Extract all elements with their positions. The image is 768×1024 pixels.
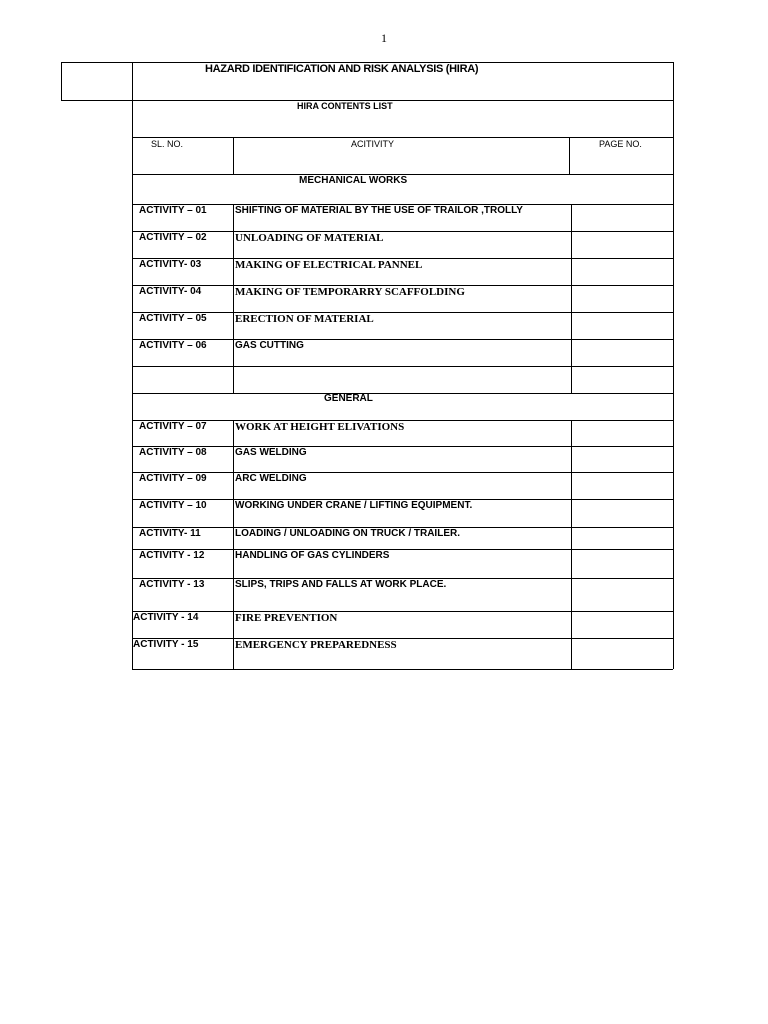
general-row-line	[132, 549, 673, 550]
general-row-right-edge	[673, 611, 674, 638]
column-header-row	[132, 137, 674, 175]
general-row-line	[132, 472, 673, 473]
activity-sl-no: ACTIVITY- 11	[139, 528, 201, 539]
activity-sl-no: ACTIVITY - 15	[133, 639, 199, 650]
general-row-divider-2	[571, 420, 572, 446]
general-row-divider-1	[233, 472, 234, 499]
section-mechanical-works: MECHANICAL WORKS	[299, 175, 408, 186]
general-row-line	[132, 611, 673, 612]
mechanical-row-divider-2	[571, 366, 572, 393]
header-activity: ACITIVITY	[351, 139, 395, 149]
mechanical-row-right-edge	[673, 204, 674, 231]
mechanical-row-line	[132, 366, 673, 367]
header-sl-no: SL. NO.	[151, 139, 184, 149]
activity-sl-no: ACTIVITY - 12	[139, 550, 205, 561]
mechanical-row-right-edge	[673, 285, 674, 312]
general-row-divider-2	[571, 499, 572, 527]
general-row-left-edge	[132, 472, 133, 499]
activity-sl-no: ACTIVITY – 05	[139, 313, 207, 324]
general-row-right-edge	[673, 578, 674, 611]
general-row-left-edge	[132, 446, 133, 472]
activity-name: MAKING OF ELECTRICAL PANNEL	[235, 259, 423, 271]
mechanical-row-left-edge	[132, 231, 133, 258]
general-row-divider-1	[233, 446, 234, 472]
general-row-line	[132, 446, 673, 447]
mechanical-row-line	[132, 339, 673, 340]
general-row-line	[132, 638, 673, 639]
activity-name: UNLOADING OF MATERIAL	[235, 232, 384, 244]
activity-name: LOADING / UNLOADING ON TRUCK / TRAILER.	[235, 528, 460, 539]
subtitle-cell	[132, 100, 674, 138]
mechanical-row-divider-2	[571, 204, 572, 231]
general-row-right-edge	[673, 549, 674, 578]
activity-sl-no: ACTIVITY – 09	[139, 473, 207, 484]
mechanical-row-divider-1	[233, 312, 234, 339]
activity-name: FIRE PREVENTION	[235, 612, 338, 624]
mechanical-row-left-edge	[132, 258, 133, 285]
activity-name: GAS CUTTING	[235, 340, 304, 351]
activity-name: SHIFTING OF MATERIAL BY THE USE OF TRAILOR ,TROLLY	[235, 205, 523, 216]
mechanical-row-right-edge	[673, 258, 674, 285]
mechanical-row-right-edge	[673, 339, 674, 366]
activity-name: WORK AT HEIGHT ELIVATIONS	[235, 421, 405, 433]
activity-name: ARC WELDING	[235, 473, 307, 484]
table-bottom-line	[132, 669, 673, 670]
mechanical-row-divider-2	[571, 285, 572, 312]
activity-name: MAKING OF TEMPORARRY SCAFFOLDING	[235, 286, 465, 298]
general-row-divider-1	[233, 578, 234, 611]
mechanical-row-divider-2	[571, 231, 572, 258]
mechanical-row-right-edge	[673, 312, 674, 339]
header-page-no: PAGE NO.	[599, 139, 642, 149]
general-row-divider-1	[233, 527, 234, 549]
general-row-divider-2	[571, 578, 572, 611]
mechanical-row-right-edge	[673, 231, 674, 258]
mechanical-row-left-edge	[132, 366, 133, 393]
mechanical-row-right-edge	[673, 366, 674, 393]
mechanical-row-divider-1	[233, 204, 234, 231]
mechanical-row-divider-1	[233, 258, 234, 285]
general-row-right-edge	[673, 446, 674, 472]
mechanical-row-left-edge	[132, 285, 133, 312]
general-row-divider-1	[233, 638, 234, 669]
activity-sl-no: ACTIVITY - 14	[133, 612, 199, 623]
activity-name: HANDLING OF GAS CYLINDERS	[235, 550, 390, 561]
general-row-left-edge	[132, 549, 133, 578]
general-row-divider-2	[571, 472, 572, 499]
mechanical-row-divider-1	[233, 366, 234, 393]
document-title: HAZARD IDENTIFICATION AND RISK ANALYSIS (HIRA)	[205, 63, 479, 75]
mechanical-row-left-edge	[132, 312, 133, 339]
general-row-right-edge	[673, 420, 674, 446]
general-row-left-edge	[132, 578, 133, 611]
general-row-divider-1	[233, 549, 234, 578]
activity-sl-no: ACTIVITY – 10	[139, 500, 207, 511]
activity-name: GAS WELDING	[235, 447, 307, 458]
section-general: GENERAL	[324, 393, 373, 404]
general-row-divider-1	[233, 420, 234, 446]
general-row-divider-2	[571, 549, 572, 578]
mechanical-row-line	[132, 312, 673, 313]
general-row-right-edge	[673, 499, 674, 527]
activity-name: EMERGENCY PREPAREDNESS	[235, 639, 397, 651]
general-row-divider-2	[571, 527, 572, 549]
mechanical-row-line	[132, 231, 673, 232]
general-row-left-edge	[132, 420, 133, 446]
general-row-right-edge	[673, 472, 674, 499]
general-row-divider-1	[233, 499, 234, 527]
activity-sl-no: ACTIVITY – 07	[139, 421, 207, 432]
header-divider-2	[569, 137, 570, 175]
header-left-cell	[61, 62, 133, 101]
mechanical-row-divider-1	[233, 285, 234, 312]
mechanical-row-left-edge	[132, 339, 133, 366]
general-row-left-edge	[132, 499, 133, 527]
activity-sl-no: ACTIVITY – 02	[139, 232, 207, 243]
header-divider-1	[233, 137, 234, 175]
mechanical-row-divider-2	[571, 339, 572, 366]
activity-sl-no: ACTIVITY- 04	[139, 286, 202, 297]
activity-name: ERECTION OF MATERIAL	[235, 313, 374, 325]
general-row-right-edge	[673, 527, 674, 549]
mechanical-row-divider-2	[571, 258, 572, 285]
mechanical-row-left-edge	[132, 204, 133, 231]
activity-sl-no: ACTIVITY - 13	[139, 579, 205, 590]
general-row-left-edge	[132, 527, 133, 549]
activity-sl-no: ACTIVITY – 06	[139, 340, 207, 351]
general-row-divider-2	[571, 446, 572, 472]
contents-list-title: HIRA CONTENTS LIST	[297, 101, 393, 111]
activity-name: WORKING UNDER CRANE / LIFTING EQUIPMENT.	[235, 500, 473, 511]
mechanical-row-divider-1	[233, 231, 234, 258]
general-row-divider-2	[571, 611, 572, 638]
activity-sl-no: ACTIVITY – 08	[139, 447, 207, 458]
activity-sl-no: ACTIVITY – 01	[139, 205, 207, 216]
mechanical-row-divider-2	[571, 312, 572, 339]
page-number: 1	[381, 31, 387, 45]
general-row-right-edge	[673, 638, 674, 669]
section-general-cell	[132, 393, 674, 421]
general-row-divider-2	[571, 638, 572, 669]
activity-name: SLIPS, TRIPS AND FALLS AT WORK PLACE.	[235, 579, 447, 590]
activity-sl-no: ACTIVITY- 03	[139, 259, 202, 270]
general-row-divider-1	[233, 611, 234, 638]
mechanical-row-divider-1	[233, 339, 234, 366]
